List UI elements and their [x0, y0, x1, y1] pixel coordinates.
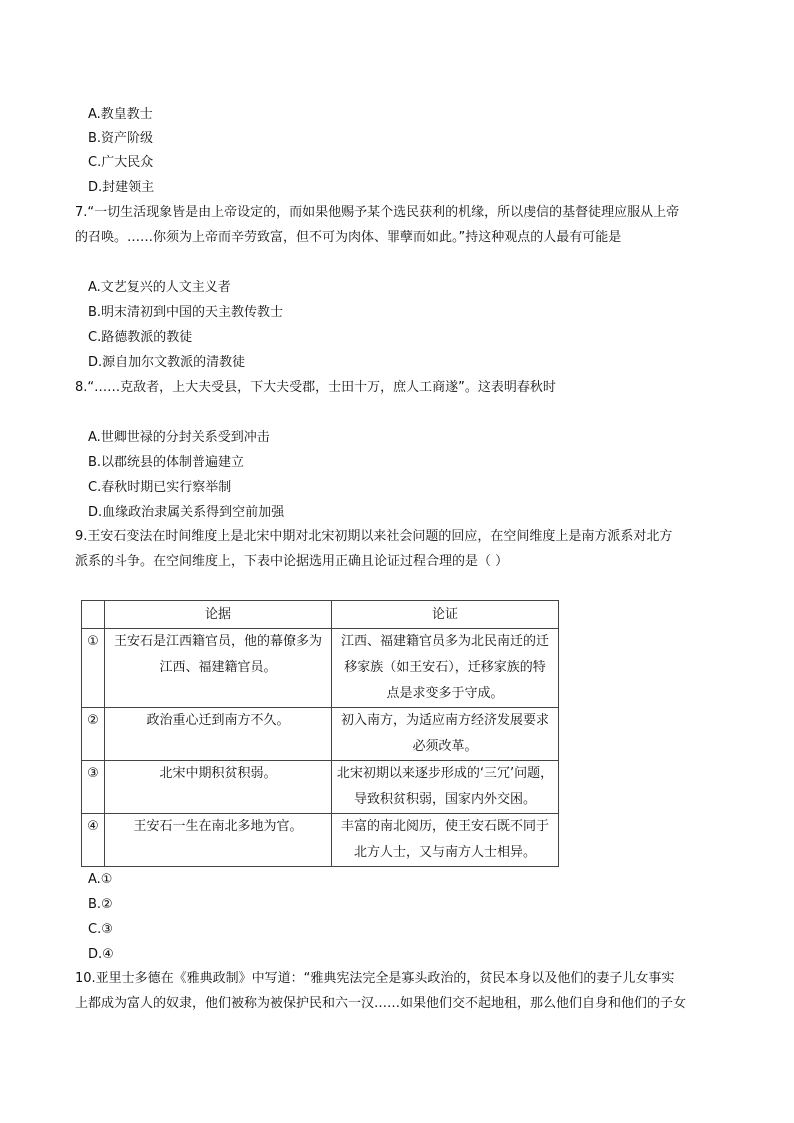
argument-line: 移家族（如王安石），迁移家族的特 [344, 660, 546, 675]
q9-stem-line2: 派系的斗争。在空间维度上，下表中论据选用正确且论证过程合理的是（ ） [75, 554, 509, 569]
q9-stem-line1: 9.王安石变法在时间维度上是北宋中期对北宋初期以来社会问题的回应，在空间维度上是南方派系对北方 [75, 529, 673, 544]
argument-line: 必须改革。 [412, 739, 478, 754]
q6-option-d: D.封建领主 [88, 180, 155, 195]
argument-line: 江西、福建籍官员多为北民南迁的迁 [340, 634, 549, 649]
row-number: ③ [82, 761, 105, 814]
q6-option-c: C.广大民众 [88, 155, 154, 170]
evidence-cell [105, 761, 332, 814]
q7-stem-line1: 7.“一切生活现象皆是由上帝设定的，而如果他赐予某个选民获利的机缘，所以虔信的基督徒理应服从上帝 [75, 205, 680, 220]
evidence-cell [105, 814, 332, 867]
argument-line: 初入南方，为适应南方经济发展要求 [340, 713, 549, 728]
table-row [82, 629, 559, 708]
q8-option-c: C.春秋时期已实行察举制 [88, 480, 232, 495]
q6-option-a: A.教皇教士 [88, 107, 153, 122]
q7-stem-line2: 的召唤。……你须为上帝而辛劳致富，但不可为肉体、罪孽而如此。”持这种观点的人最有可能是 [75, 230, 622, 245]
argument-cell [332, 814, 559, 867]
q7-option-c: C.路德教派的教徒 [88, 330, 193, 345]
table-row [82, 814, 559, 867]
q7-option-a: A.文艺复兴的人文主义者 [88, 280, 231, 295]
argument-line: 北宋初期以来逐步形成的‘三冗’问题， [336, 766, 554, 781]
argument-line: 北方人士，又与南方人士相异。 [353, 845, 536, 860]
table-header-evidence: 论据 [105, 601, 332, 629]
evidence-line: 政治重心迁到南方不久。 [146, 713, 290, 728]
evidence-line: 王安石是江西籍官员，他的幕僚多为 [113, 634, 322, 649]
q6-option-b: B.资产阶级 [88, 131, 154, 146]
evidence-line: 王安石一生在南北多地为官。 [133, 819, 303, 834]
q9-option-c: C.③ [88, 922, 113, 937]
evidence-line: 北宋中期积贫积弱。 [159, 766, 277, 781]
argument-line: 点是求变多于守成。 [386, 686, 504, 701]
q8-option-b: B.以郡统县的体制普遍建立 [88, 455, 245, 470]
argument-cell [332, 629, 559, 708]
table-header-row [82, 601, 559, 629]
table-header-argument: 论证 [332, 601, 559, 629]
q9-option-b: B.② [88, 897, 113, 912]
q8-option-a: A.世卿世禄的分封关系受到冲击 [88, 430, 270, 445]
argument-cell [332, 708, 559, 761]
table-row [82, 761, 559, 814]
q8-stem: 8.“……克敌者，上大夫受县，下大夫受郡，士田十万，庶人工商遂”。这表明春秋时 [75, 380, 556, 395]
row-number: ① [82, 629, 105, 708]
evidence-cell [105, 629, 332, 708]
q10-stem-line2: 上都成为富人的奴隶，他们被称为被保护民和六一汉……如果他们交不起地租，那么他们自身和他们的子女 [75, 996, 687, 1011]
q9-option-a: A.① [88, 872, 113, 887]
argument-cell [332, 761, 559, 814]
argument-line: 导致积贫积弱，国家内外交困。 [353, 792, 536, 807]
row-number: ② [82, 708, 105, 761]
evidence-cell [105, 708, 332, 761]
q10-stem-line1: 10.亚里士多德在《雅典政制》中写道：“雅典宪法完全是寡头政治的，贫民本身以及他们的妻子儿女事实 [75, 971, 675, 986]
q9-table [81, 600, 559, 867]
evidence-line: 江西、福建籍官员。 [159, 660, 277, 675]
table-header-num [82, 601, 105, 629]
row-number: ④ [82, 814, 105, 867]
q9-option-d: D.④ [88, 947, 114, 962]
q7-option-b: B.明末清初到中国的天主教传教士 [88, 305, 284, 320]
argument-line: 丰富的南北阅历，使王安石既不同于 [340, 819, 549, 834]
q8-option-d: D.血缘政治隶属关系得到空前加强 [88, 505, 285, 520]
q7-option-d: D.源自加尔文教派的清教徒 [88, 355, 246, 370]
table-row [82, 708, 559, 761]
